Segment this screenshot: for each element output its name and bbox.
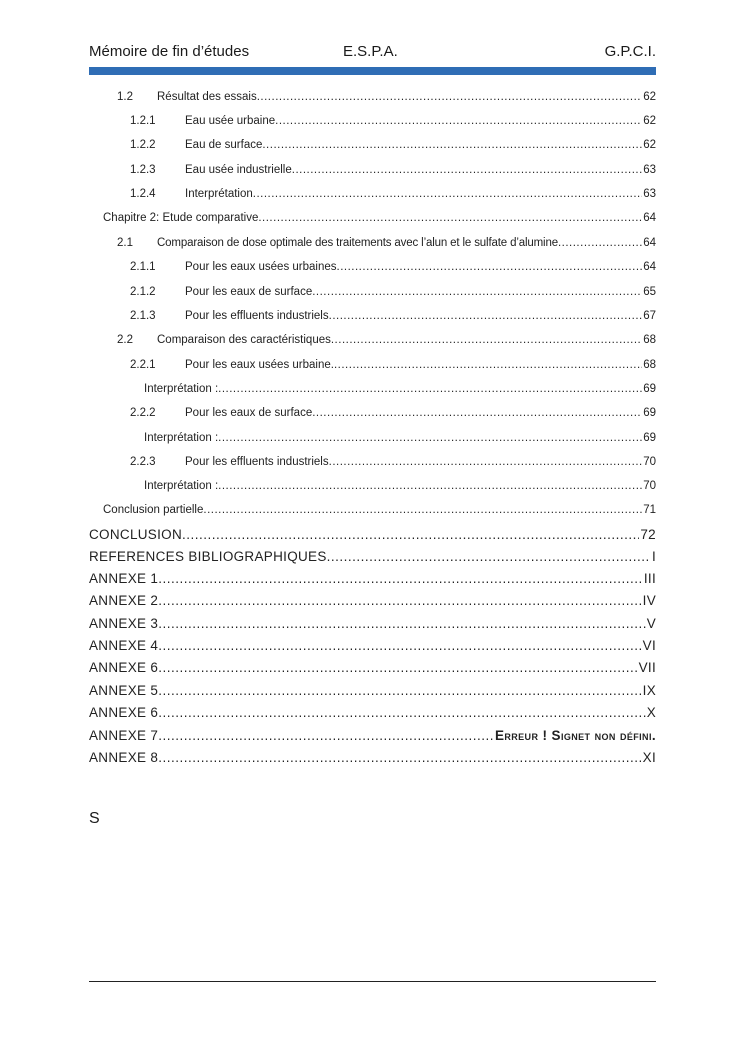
toc-entry-title: ANNEXE 7 [89,728,159,743]
toc-entry-number: 1.2.3 [130,164,156,176]
toc-entry-page: 68 [643,359,656,371]
toc-entry-page: IV [642,593,656,608]
toc-entry-page: 64 [643,237,656,249]
toc-entry[interactable] [130,185,656,203]
toc-entry-leader [218,477,642,495]
toc-entry[interactable] [89,748,656,768]
toc-entry-page: 68 [643,334,656,346]
toc-entry[interactable] [89,703,656,723]
toc-entry-leader [158,636,641,656]
toc-entry[interactable] [89,591,656,611]
toc-entry[interactable] [89,636,656,656]
toc-entry-leader [258,209,642,227]
header-accent-bar [89,67,656,75]
toc-entry[interactable] [89,569,656,589]
toc-entry-page: 70 [643,456,656,468]
toc-entry[interactable] [130,453,656,471]
toc-entry-title: ANNEXE 6 [89,660,159,675]
toc-entry-page: 64 [643,261,656,273]
toc-entry-page: 70 [643,480,656,492]
toc-entry[interactable] [89,614,656,634]
toc-entry-leader [158,726,494,746]
toc-entry[interactable] [130,283,656,301]
toc-entry-title: Résultat des essais [157,91,257,103]
toc-entry-number: 1.2.4 [130,188,156,200]
toc-entry[interactable] [89,681,656,701]
toc-entry-title: ANNEXE 1 [89,571,159,586]
toc-entry-number: 2.1.3 [130,310,156,322]
toc-entry[interactable] [130,136,656,154]
toc-entry-number: 2.2 [117,334,133,346]
toc-entry-leader [292,161,642,179]
toc-entry-leader [158,703,646,723]
section-start-letter: S [89,810,100,827]
toc-entry-title: REFERENCES BIBLIOGRAPHIQUES [89,549,327,564]
toc-entry-title: ANNEXE 3 [89,616,159,631]
toc-entry-number: 2.1.1 [130,261,156,273]
toc-entry-leader [329,307,643,325]
toc-entry-page: 62 [643,91,656,103]
toc-entry-number: 2.2.2 [130,407,156,419]
toc-entry[interactable] [130,307,656,325]
toc-entry-leader [558,234,642,252]
toc-entry[interactable] [89,658,656,678]
toc-entry-title: ANNEXE 6 [89,705,159,720]
toc-entry-page: 72 [640,527,656,542]
toc-entry[interactable] [103,209,656,227]
toc-entry-leader [312,283,642,301]
toc-entry-title: ANNEXE 2 [89,593,159,608]
toc-entry-leader [331,331,642,349]
toc-entry-leader [158,658,637,678]
toc-entry-title: Interprétation : [144,432,219,444]
toc-entry[interactable] [89,525,656,545]
header-left-title: Mémoire de fin d’études [89,43,250,60]
header-right-title: G.P.C.I. [604,43,656,60]
toc-entry-leader [312,404,642,422]
toc-entry-title: ANNEXE 8 [89,750,159,765]
toc-entry-title: Pour les effluents industriels [185,456,329,468]
toc-entry-title: Interprétation : [144,383,219,395]
toc-entry-leader [262,136,642,154]
toc-entry-leader [158,614,646,634]
toc-entry-leader [253,185,642,203]
toc-entry[interactable] [144,380,656,398]
toc-entry-title: Eau usée urbaine [185,115,276,127]
toc-entry-title: ANNEXE 5 [89,683,159,698]
toc-entry-number: 2.2.3 [130,456,156,468]
toc-entry-page: VII [638,660,656,675]
toc-entry[interactable] [144,477,656,495]
toc-entry-page: XI [642,750,656,765]
toc-entry-title: Interprétation : [144,480,219,492]
toc-entry-page: III [643,571,656,586]
toc-entry-page: 65 [643,286,656,298]
toc-entry-number: 1.2 [117,91,133,103]
toc-entry[interactable] [117,331,656,349]
toc-entry[interactable] [117,234,656,252]
toc-entry-leader [158,591,641,611]
toc-entry-title: CONCLUSION [89,527,183,542]
toc-entry-page: 62 [643,139,656,151]
toc-entry[interactable] [130,112,656,130]
toc-entry-page: V [646,616,656,631]
toc-entry-number: 1.2.2 [130,139,156,151]
toc-entry-leader [158,681,641,701]
toc-entry-number: 1.2.1 [130,115,156,127]
toc-entry-title: Pour les eaux usées urbaine. [185,359,334,371]
toc-entry-page: IX [642,683,656,698]
toc-entry-page: 63 [643,188,656,200]
toc-entry-number: 2.1 [117,237,133,249]
toc-entry-page: 69 [643,432,656,444]
toc-entry[interactable] [130,258,656,276]
toc-entry-page: VI [642,638,656,653]
toc-entry[interactable] [130,161,656,179]
toc-entry-leader [327,547,651,567]
toc-entry-page: 64 [643,212,656,224]
toc-entry-leader [329,453,643,471]
toc-entry-page: 67 [643,310,656,322]
toc-entry-leader [275,112,642,130]
toc-entry-page: 69 [643,383,656,395]
toc-entry-title: Eau usée industrielle [185,164,292,176]
toc-entry-title: ANNEXE 4 [89,638,159,653]
toc-entry-leader [337,258,643,276]
toc-entry[interactable] [144,429,656,447]
toc-entry-leader [334,356,642,374]
toc-entry[interactable] [89,726,656,746]
toc-entry-title: Pour les eaux de surface [185,286,313,298]
toc-entry-leader [257,88,642,106]
toc-entry-title: Pour les eaux usées urbaines [185,261,337,273]
toc-entry-title: Pour les eaux de surface [185,407,313,419]
toc-entry-title: Pour les effluents industriels [185,310,329,322]
toc-entry-page: 71 [643,504,656,516]
toc-entry-leader [218,429,642,447]
toc-entry[interactable] [103,501,656,519]
toc-entry-leader [158,569,643,589]
toc-entry-number: 2.2.1 [130,359,156,371]
toc-entry-leader [203,501,642,519]
toc-entry-page: I [651,549,656,564]
toc-entry-title: Comparaison des caractéristiques [157,334,331,346]
toc-entry-title: Comparaison de dose optimale des traitements avec l’alun et le sulfate d’alumine [157,237,558,249]
toc-entry-leader [158,748,641,768]
toc-entry-leader [218,380,642,398]
toc-entry[interactable] [117,88,656,106]
footer-rule [89,981,656,982]
toc-entry-page: 62 [643,115,656,127]
toc-entry-title: Interprétation [185,188,253,200]
toc-entry-page: X [646,705,656,720]
toc-entry-page: 63 [643,164,656,176]
toc-entry-title: Conclusion partielle [103,504,204,516]
toc-entry[interactable] [89,547,656,567]
toc-entry-error-text: Erreur ! Signet non défini. [494,728,656,743]
toc-entry-title: Chapitre 2: Etude comparative [103,212,259,224]
toc-entry-number: 2.1.2 [130,286,156,298]
toc-entry-title: Eau de surface [185,139,263,151]
toc-entry-page: 69 [643,407,656,419]
header-center-title: E.S.P.A. [343,43,398,60]
toc-entry[interactable] [130,404,656,422]
toc-entry[interactable] [130,356,656,374]
toc-entry-leader [182,525,639,545]
